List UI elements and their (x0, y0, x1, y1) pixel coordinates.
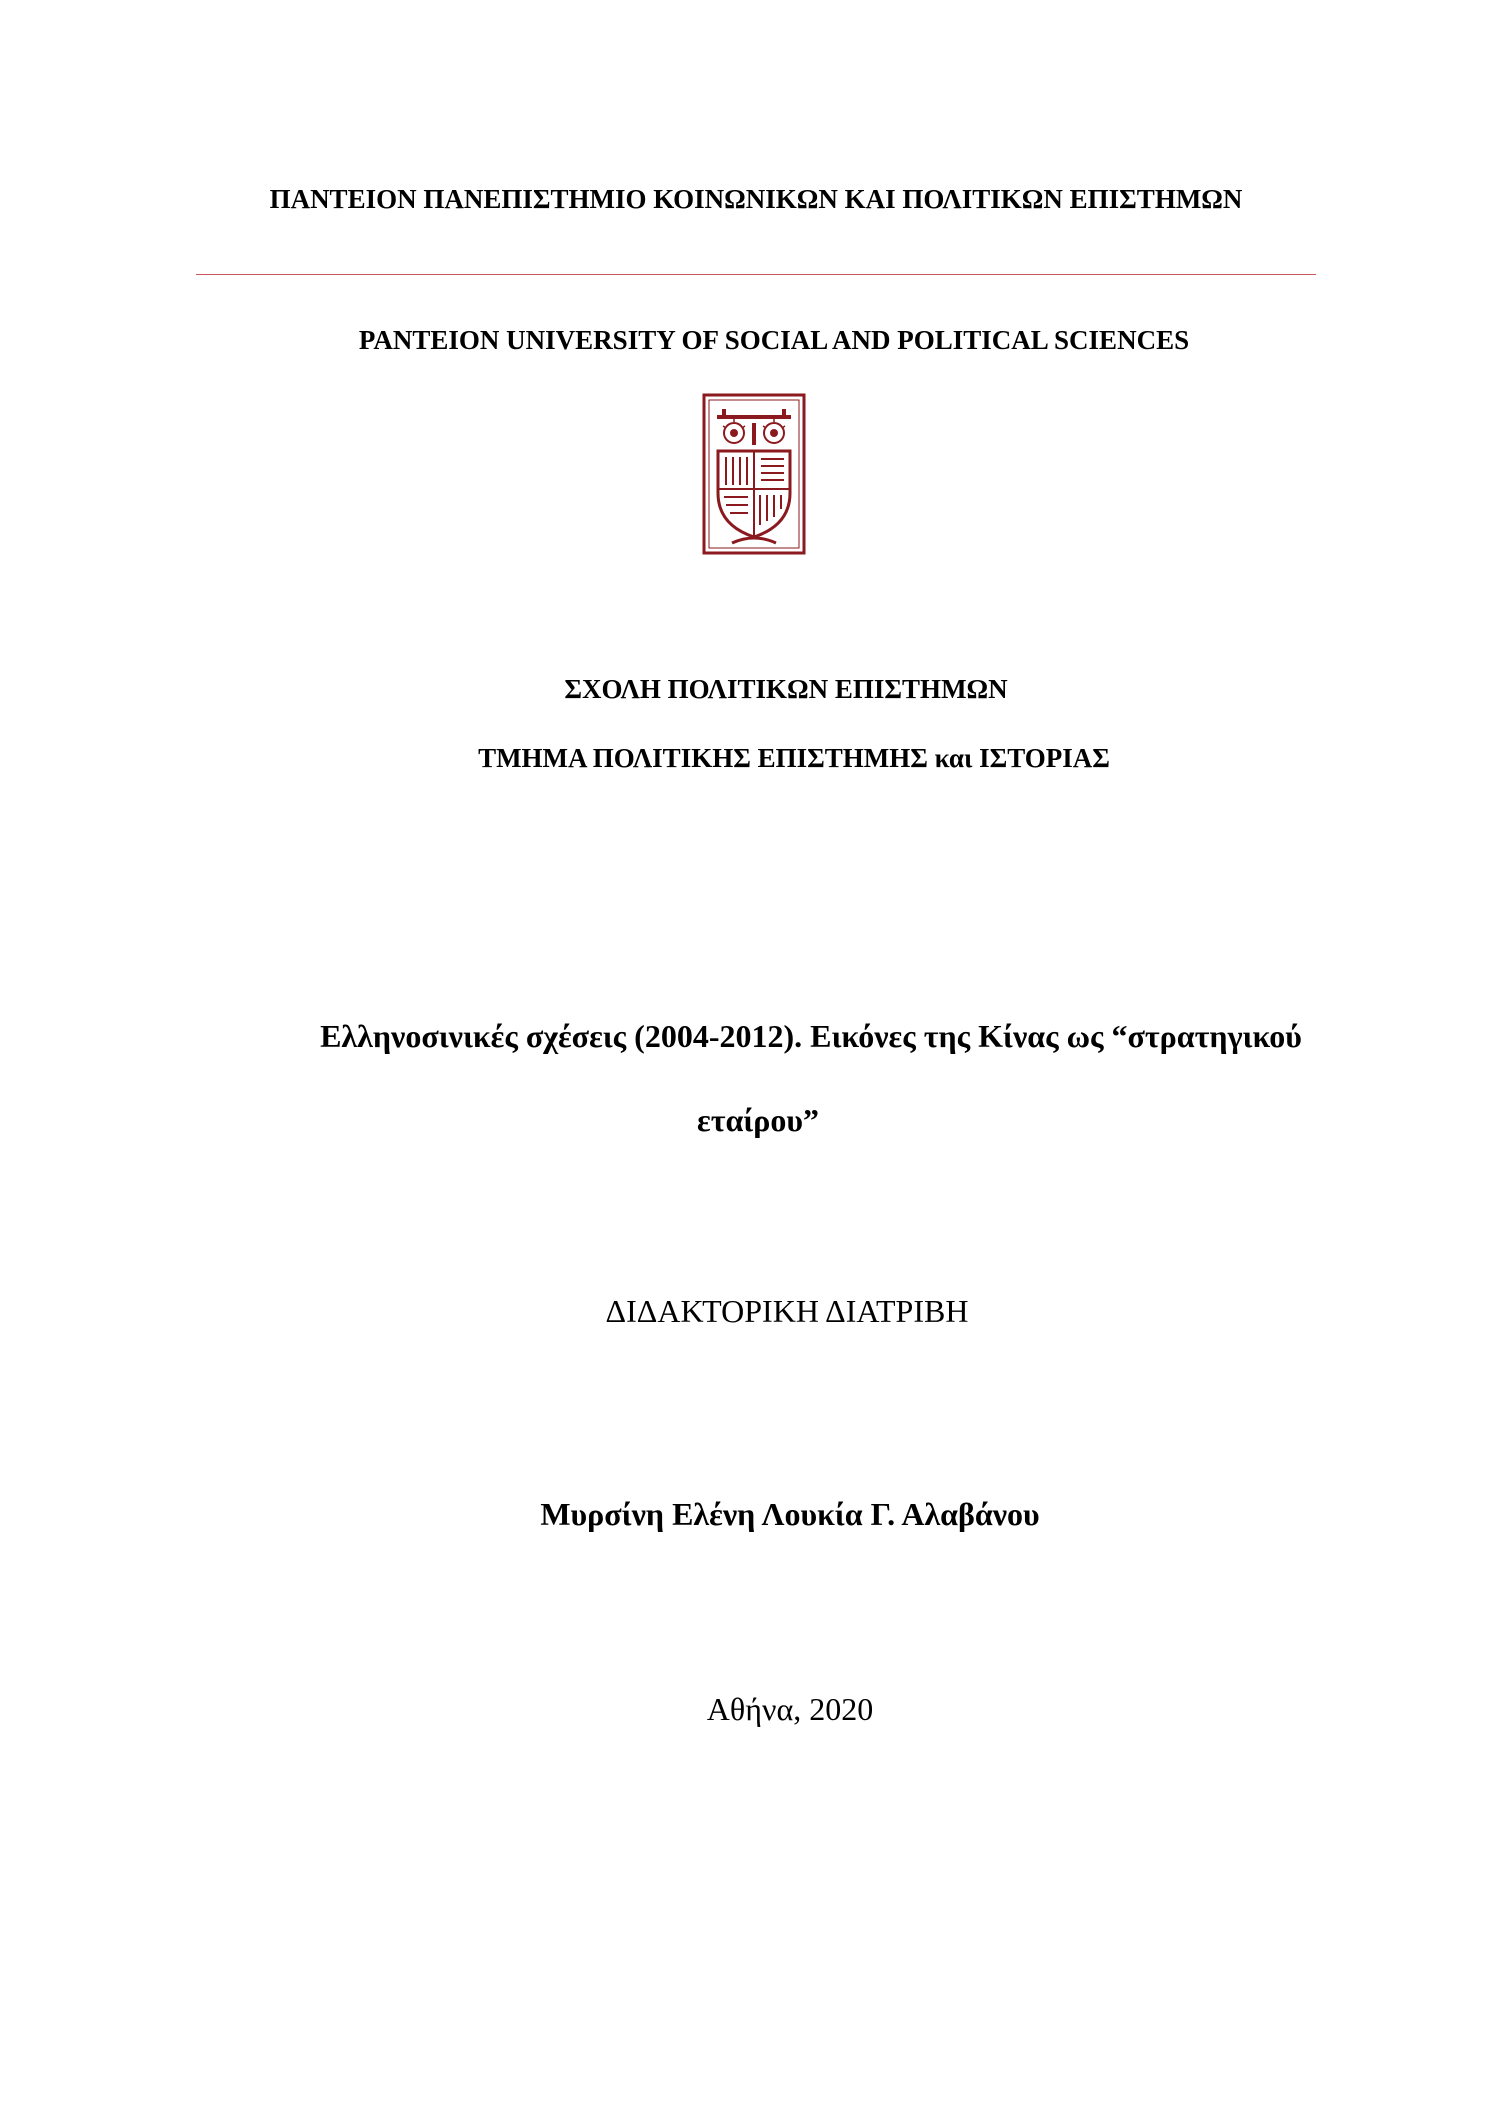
thesis-title-line-2: εταίρου” (697, 1102, 819, 1138)
place-and-date: Αθήνα, 2020 (706, 1691, 874, 1727)
document-type: ΔΙΔΑΚΤΟΡΙΚΗ ΔΙΑΤΡΙΒΗ (605, 1293, 969, 1329)
author-name: Μυρσίνη Ελένη Λουκία Γ. Αλαβάνου (540, 1496, 1040, 1532)
department-name: ΤΜΗΜΑ ΠΟΛΙΤΙΚΗΣ ΕΠΙΣΤΗΜΗΣ και ΙΣΤΟΡΙΑΣ (478, 743, 1110, 773)
thesis-title-line-1: Ελληνοσινικές σχέσεις (2004-2012). Εικόνες της Κίνας ως “στρατηγικού (320, 1018, 1302, 1054)
school-name: ΣΧΟΛΗ ΠΟΛΙΤΙΚΩΝ ΕΠΙΣΤΗΜΩΝ (564, 674, 1008, 704)
university-crest-icon (702, 393, 806, 555)
university-name-english: PANTEION UNIVERSITY OF SOCIAL AND POLITICAL SCIENCES (358, 325, 1190, 355)
header-divider (196, 274, 1316, 275)
university-name-greek: ΠΑΝΤΕΙΟΝ ΠΑΝΕΠΙΣΤΗΜΙΟ ΚΟΙΝΩΝΙΚΩΝ ΚΑΙ ΠΟΛΙΤΙΚΩΝ ΕΠΙΣΤΗΜΩΝ (269, 184, 1243, 214)
